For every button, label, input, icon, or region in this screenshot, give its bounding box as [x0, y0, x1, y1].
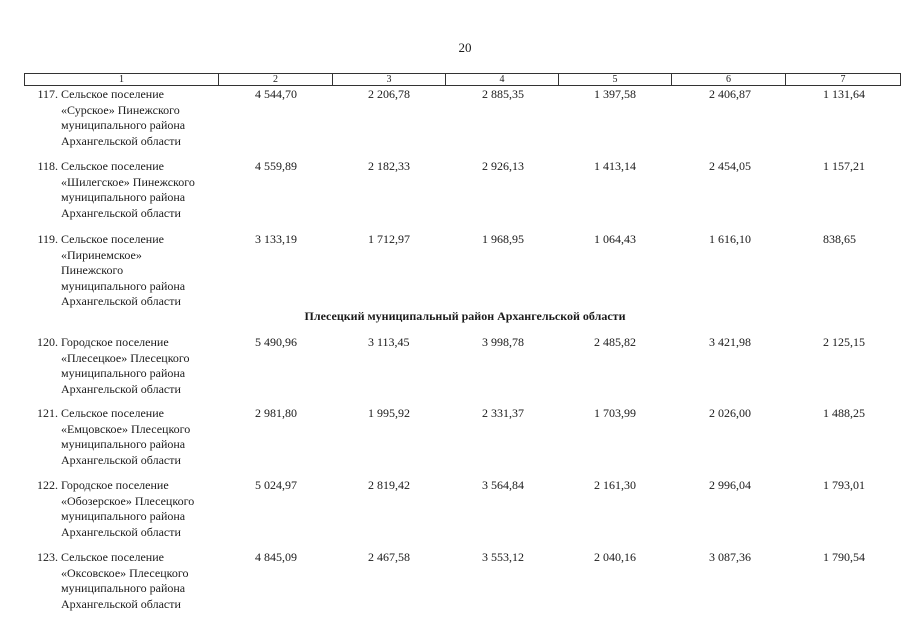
value-col-4: 3 564,84 — [482, 478, 524, 492]
name-line: Архангельской области — [61, 452, 181, 467]
name-line: муниципального района — [61, 437, 186, 451]
value-col-7: 838,65 — [823, 232, 856, 246]
name-line: Городское поселение — [61, 335, 169, 349]
name-line: Архангельской области — [61, 133, 181, 148]
settlement-name — [61, 406, 231, 468]
page-number: 20 — [458, 40, 472, 55]
value-col-2: 2 981,80 — [255, 406, 297, 420]
value-col-5: 2 161,30 — [594, 478, 636, 492]
value-col-4: 2 926,13 — [482, 159, 524, 173]
name-line: муниципального района — [61, 278, 186, 293]
name-line: Архангельской области — [61, 524, 181, 539]
name-line: Сельское поселение — [61, 406, 164, 420]
table-column-header — [24, 73, 901, 86]
value-col-6: 2 454,05 — [709, 159, 751, 173]
settlement-name — [61, 550, 231, 612]
value-col-6: 2 406,87 — [709, 87, 751, 101]
value-col-2: 4 544,70 — [255, 87, 297, 101]
name-line: «Плесецкое» Плесецкого — [61, 350, 190, 365]
column-header-5: 5 — [559, 74, 672, 85]
value-col-3: 1 712,97 — [368, 232, 410, 246]
name-line: «Сурское» Пинежского — [61, 102, 180, 117]
name-line: муниципального района — [61, 509, 186, 523]
value-col-3: 2 467,58 — [368, 550, 410, 564]
value-col-2: 4 845,09 — [255, 550, 297, 564]
value-col-4: 1 968,95 — [482, 232, 524, 246]
name-line: Пинежского — [61, 263, 124, 277]
name-line: Сельское поселение — [61, 550, 164, 564]
value-col-6: 2 996,04 — [709, 478, 751, 492]
column-header-3: 3 — [333, 74, 446, 85]
section-heading: Плесецкий муниципальный район Архангельской области — [304, 309, 626, 323]
value-col-3: 2 182,33 — [368, 159, 410, 173]
value-col-2: 5 490,96 — [255, 335, 297, 349]
column-header-7: 7 — [840, 74, 846, 85]
value-col-6: 1 616,10 — [709, 232, 751, 246]
name-line: Сельское поселение — [61, 87, 164, 101]
name-line: «Емцовское» Плесецкого — [61, 421, 191, 436]
name-line: муниципального района — [61, 118, 186, 132]
row-number: 121. — [37, 406, 58, 420]
column-header-4: 4 — [446, 74, 559, 85]
value-col-5: 1 703,99 — [594, 406, 636, 420]
name-line: «Шилегское» Пинежского — [61, 174, 195, 189]
value-col-2: 5 024,97 — [255, 478, 297, 492]
value-col-5: 1 064,43 — [594, 232, 636, 246]
column-header-1: 1 — [25, 74, 219, 85]
name-line: Сельское поселение — [61, 159, 164, 173]
value-col-3: 2 206,78 — [368, 87, 410, 101]
value-col-4: 3 998,78 — [482, 335, 524, 349]
value-col-2: 3 133,19 — [255, 232, 297, 246]
name-line: Архангельской области — [61, 294, 181, 308]
value-col-4: 3 553,12 — [482, 550, 524, 564]
row-number: 118. — [37, 159, 58, 173]
name-line: муниципального района — [61, 581, 186, 595]
name-line: «Пиринемское» — [61, 247, 142, 262]
name-line: «Оксовское» Плесецкого — [61, 565, 189, 580]
value-col-3: 3 113,45 — [368, 335, 410, 349]
settlement-name — [61, 478, 231, 540]
settlement-name — [61, 335, 231, 397]
name-line: муниципального района — [61, 190, 186, 204]
value-col-2: 4 559,89 — [255, 159, 297, 173]
column-header-6: 6 — [672, 74, 786, 85]
value-col-7: 1 488,25 — [823, 406, 865, 420]
name-line: Сельское поселение — [61, 232, 164, 246]
name-line: Архангельской области — [61, 205, 181, 220]
row-number: 120. — [37, 335, 58, 349]
name-line: Городское поселение — [61, 478, 169, 492]
value-col-7: 2 125,15 — [823, 335, 865, 349]
settlement-name — [61, 87, 231, 149]
value-col-5: 2 485,82 — [594, 335, 636, 349]
value-col-7: 1 793,01 — [823, 478, 865, 492]
column-header-2: 2 — [219, 74, 333, 85]
value-col-5: 1 413,14 — [594, 159, 636, 173]
value-col-7: 1 157,21 — [823, 159, 865, 173]
settlement-name — [61, 159, 231, 221]
row-number: 117. — [37, 87, 58, 101]
settlement-name — [61, 232, 231, 310]
value-col-3: 2 819,42 — [368, 478, 410, 492]
value-col-3: 1 995,92 — [368, 406, 410, 420]
value-col-6: 2 026,00 — [709, 406, 751, 420]
value-col-4: 2 331,37 — [482, 406, 524, 420]
value-col-7: 1 790,54 — [823, 550, 865, 564]
value-col-6: 3 087,36 — [709, 550, 751, 564]
name-line: «Обозерское» Плесецкого — [61, 493, 195, 508]
value-col-6: 3 421,98 — [709, 335, 751, 349]
row-number: 122. — [37, 478, 58, 492]
value-col-4: 2 885,35 — [482, 87, 524, 101]
name-line: Архангельской области — [61, 596, 181, 611]
row-number: 123. — [37, 550, 58, 564]
name-line: Архангельской области — [61, 381, 181, 396]
name-line: муниципального района — [61, 366, 186, 380]
row-number: 119. — [37, 232, 58, 246]
value-col-5: 2 040,16 — [594, 550, 636, 564]
value-col-5: 1 397,58 — [594, 87, 636, 101]
value-col-7: 1 131,64 — [823, 87, 865, 101]
